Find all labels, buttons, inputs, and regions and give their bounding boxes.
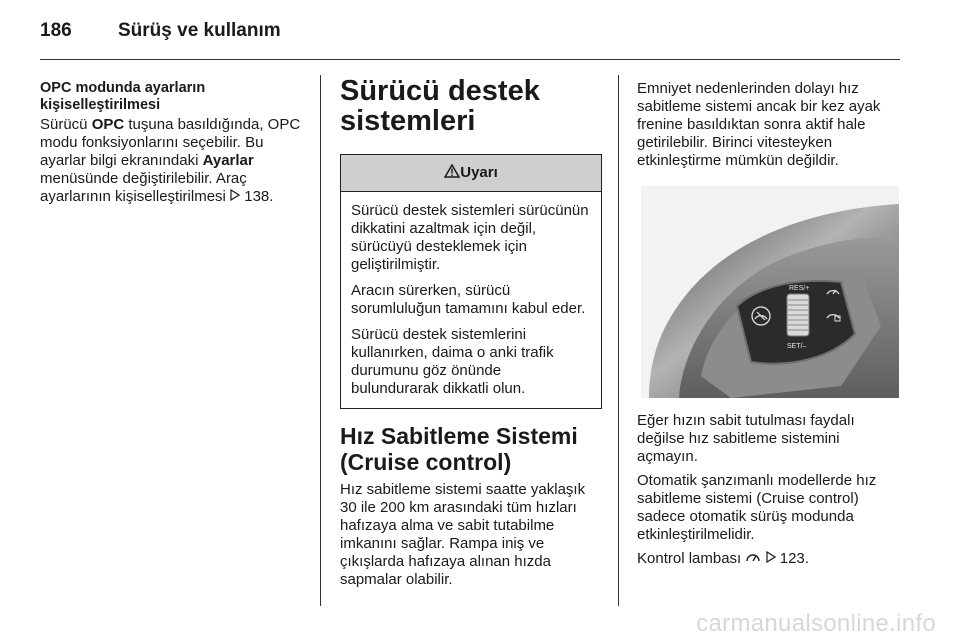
warning-paragraph: Sürücü destek sistemlerini kullanırken, daima o anki trafik durumunu göz önünde bulundurarak dikkatli olun.	[351, 326, 554, 397]
page-header	[40, 20, 281, 42]
safety-paragraph: Emniyet nedenlerinden dolayı hız sabitleme sistemi ancak bir kez ayak frenine basıldıktan sonra aktif hale getirilebilir. Birinci vitesteyken etkinleştirme mümkün değildir.	[637, 80, 881, 169]
warning-box	[340, 154, 602, 409]
text-fragment: Kontrol lambası	[637, 550, 746, 567]
header-rule	[40, 59, 900, 60]
res-label: RES/+	[789, 285, 810, 292]
cruise-control-paragraph: Hız sabitleme sistemi saatte yaklaşık 30 ile 200 km arasındaki tüm hızları hafızaya alma ve sabit tutabilme imkanını sağlar. Rampa iniş ve çıkışlarda hafızaya alınan hızda sapmalar olabilir.	[340, 481, 586, 588]
column-2	[340, 76, 602, 595]
page-number: 186	[40, 20, 72, 41]
column-1	[40, 80, 308, 212]
do-not-use-paragraph: Eğer hızın sabit tutulması faydalı değilse hız sabitleme sistemini açmayın.	[637, 412, 855, 465]
opc-paragraph	[40, 116, 308, 206]
settings-label: Ayarlar	[202, 152, 254, 169]
automatic-transmission-paragraph: Otomatik şanzımanlı modellerde hız sabitleme sistemi (Cruise control) sadece otomatik sürüş modunda etkinleştirilmelidir.	[637, 472, 877, 543]
chapter-title: Sürüş ve kullanım	[118, 20, 281, 41]
column-divider-2	[618, 75, 619, 606]
text-fragment: Sürücü	[40, 116, 92, 133]
opc-label: OPC	[91, 116, 125, 133]
page-ref-arrow-icon	[766, 550, 776, 568]
text-fragment: tuşuna basıldığında, OPC modu fonksiyonlarını seçebilir. Bu ayarlar bilgi ekranındaki	[40, 116, 301, 169]
column-divider-1	[320, 75, 321, 606]
column-3	[637, 80, 903, 574]
cruise-control-lamp-icon	[745, 550, 761, 568]
page-reference-link[interactable]: 138.	[244, 188, 274, 205]
warning-triangle-icon	[444, 155, 460, 191]
subheading-opc: OPC modunda ayarların kişiselleştirilmesi	[40, 80, 206, 113]
steering-wheel-cruise-control-image	[641, 186, 899, 398]
set-label: SET/–	[787, 343, 807, 350]
warning-paragraph: Sürücü destek sistemleri sürücünün dikkatini azaltmak için değil, sürücüyü desteklemek için geliştirilmiştir.	[351, 202, 589, 273]
watermark: carmanualsonline.info	[696, 610, 936, 637]
page-reference-link[interactable]: 123.	[779, 550, 809, 567]
warning-body	[341, 192, 601, 408]
page-ref-arrow-icon	[230, 188, 240, 206]
section-title-driver-assist: Sürücü destek sistemleri	[340, 75, 540, 137]
section-title-cruise-control: Hız Sabitleme Sistemi (Cruise control)	[340, 423, 578, 475]
control-lamp-paragraph	[637, 550, 903, 568]
text-fragment: menüsünde değiştirilebilir. Araç ayarlarının kişiselleştirilmesi	[40, 170, 247, 205]
warning-paragraph: Aracın sürerken, sürücü sorumluluğun tamamını kabul eder.	[351, 282, 586, 317]
warning-header	[341, 155, 601, 192]
warning-label: Uyarı	[460, 164, 498, 181]
